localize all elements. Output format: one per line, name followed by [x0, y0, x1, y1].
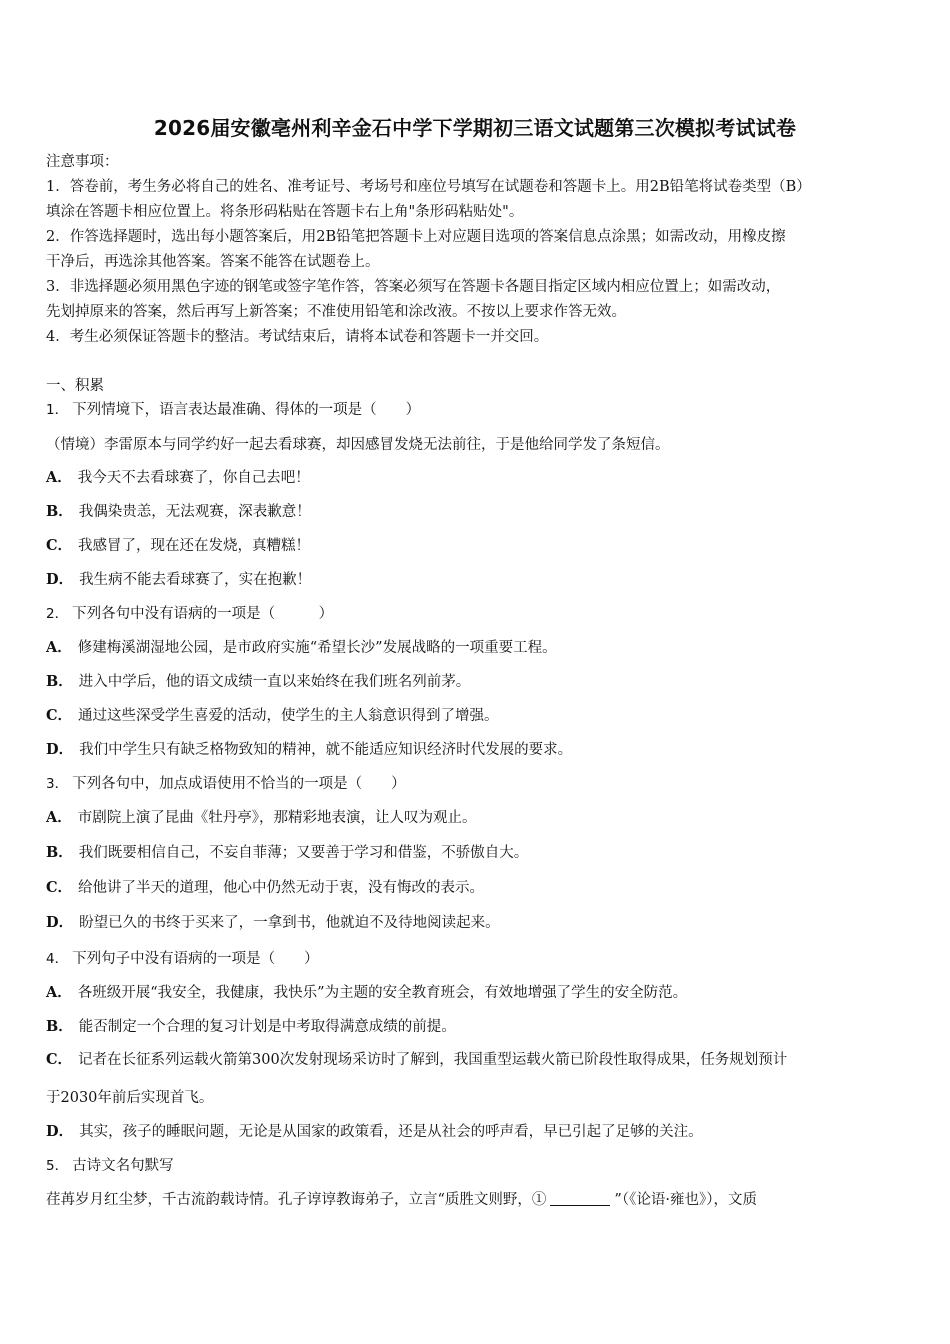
- question-5-stem: [46, 1156, 906, 1176]
- option-text: 各班级开展“我安全，我健康，我快乐”为主题的安全教育班会，有效地增强了学生的安全防范。: [77, 985, 688, 1001]
- option-d: [46, 740, 906, 760]
- option-text: 我们既要相信自己，不妄自菲薄；又要善于学习和借鉴，不骄傲自大。: [78, 845, 529, 861]
- notice-line: 4．考生必须保证答题卡的整洁。考试结束后，请将本试卷和答题卡一并交回。: [46, 329, 549, 345]
- option-text: 盼望已久的书终于买来了，一拿到书，他就迫不及待地阅读起来。: [79, 915, 500, 931]
- option-d: [46, 1122, 906, 1142]
- option-d: [46, 570, 906, 590]
- notice-line: 先划掉原来的答案，然后再写上新答案；不准使用铅笔和涂改液。不按以上要求作答无效。: [46, 304, 626, 320]
- notice-line: 2．作答选择题时，选出每小题答案后，用2B铅笔把答题卡上对应题目选项的答案信息点涂黑；如需改动，用橡皮擦: [46, 229, 786, 245]
- option-b: [46, 843, 906, 863]
- option-text: 我今天不去看球赛了，你自己去吧！: [77, 470, 310, 486]
- question-3-stem: [46, 774, 906, 794]
- question-text: 下列各句中，加点成语使用不恰当的一项是（ ）: [72, 776, 406, 792]
- option-text: 我们中学生只有缺乏格物致知的精神，就不能适应知识经济时代发展的要求。: [79, 742, 573, 758]
- fill-blank[interactable]: [550, 1191, 610, 1206]
- option-label: A．: [46, 469, 72, 486]
- notice-heading: 注意事项：: [46, 154, 119, 170]
- option-text: 我偶染贵恙，无法观赛，深表歉意！: [78, 504, 311, 520]
- question-5-passage: [46, 1190, 906, 1210]
- option-text: 进入中学后，他的语文成绩一直以来始终在我们班名列前茅。: [78, 674, 471, 690]
- option-label: D．: [46, 1123, 74, 1140]
- option-text: 我感冒了，现在还在发烧，真糟糕！: [78, 538, 311, 554]
- option-d: [46, 913, 906, 933]
- option-b: [46, 1017, 906, 1037]
- option-text: 记者在长征系列运载火箭第300次发射现场采访时了解到，我国重型运载火箭已阶段性取得成果，任务规划预计: [78, 1052, 788, 1068]
- option-c: [46, 878, 906, 898]
- question-text: 古诗文名句默写: [72, 1158, 174, 1174]
- option-text: 通过这些深受学生喜爱的活动，使学生的主人翁意识得到了增强。: [78, 708, 499, 724]
- option-label: D．: [46, 741, 74, 758]
- option-label: C．: [46, 707, 73, 724]
- question-2-stem: [46, 604, 906, 624]
- option-label: D．: [46, 571, 74, 588]
- option-text: 修建梅溪湖湿地公园，是市政府实施“希望长沙”发展战略的一项重要工程。: [77, 640, 557, 656]
- question-1-stem: [46, 400, 906, 420]
- question-4-stem: [46, 949, 906, 969]
- option-text: 给他讲了半天的道理，他心中仍然无动于衷，没有悔改的表示。: [78, 880, 485, 896]
- option-text: 我生病不能去看球赛了，实在抱歉！: [79, 572, 312, 588]
- question-text: 下列各句中没有语病的一项是（ ）: [72, 606, 334, 622]
- option-text: 其实，孩子的睡眠问题，无论是从国家的政策看，还是从社会的呼声看，早已引起了足够的关注。: [79, 1124, 703, 1140]
- option-label: C．: [46, 879, 73, 896]
- option-text: 市剧院上演了昆曲《牡丹亭》，那精彩地表演，让人叹为观止。: [77, 810, 477, 826]
- option-c: [46, 706, 906, 726]
- option-label: B．: [46, 673, 73, 690]
- option-b: [46, 502, 906, 522]
- option-b: [46, 672, 906, 692]
- option-text: 于2030年前后实现首飞。: [46, 1090, 214, 1106]
- section-heading: 一、积累: [46, 378, 104, 394]
- option-c: [46, 1050, 906, 1070]
- question-text: 下列情境下，语言表达最准确、得体的一项是（ ）: [72, 402, 421, 418]
- option-a: [46, 638, 906, 658]
- option-label: A．: [46, 809, 72, 826]
- option-label: B．: [46, 844, 73, 861]
- option-label: C．: [46, 537, 73, 554]
- question-number: 1．: [46, 402, 69, 418]
- option-c-continued: [46, 1088, 906, 1108]
- option-c: [46, 536, 906, 556]
- question-number: 3．: [46, 776, 69, 792]
- page-title: 2026届安徽亳州利辛金石中学下学期初三语文试题第三次模拟考试试卷: [153, 116, 797, 140]
- notice-line: 干净后，再选涂其他答案。答案不能答在试题卷上。: [46, 254, 380, 270]
- option-label: C．: [46, 1051, 73, 1068]
- option-label: D．: [46, 914, 74, 931]
- option-label: A．: [46, 639, 72, 656]
- question-number: 5．: [46, 1158, 69, 1174]
- question-1-context: （情境）李雷原本与同学约好一起去看球赛，却因感冒发烧无法前往，于是他给同学发了条短信。: [46, 437, 670, 453]
- question-number: 2．: [46, 606, 69, 622]
- option-label: B．: [46, 1018, 73, 1035]
- question-number: 4．: [46, 951, 69, 967]
- notice-line: 3．非选择题必须用黑色字迹的钢笔或签字笔作答，答案必须写在答题卡各题目指定区域内相应位置上；如需改动，: [46, 279, 781, 295]
- question-text: 下列句子中没有语病的一项是（ ）: [72, 951, 319, 967]
- option-a: [46, 468, 906, 488]
- passage-text: 荏苒岁月红尘梦，千古流韵载诗情。孔子谆谆教诲弟子，立言“质胜文则野，①: [46, 1192, 547, 1208]
- option-label: A．: [46, 984, 72, 1001]
- notice-line: 1．答卷前，考生务必将自己的姓名、准考证号、考场号和座位号填写在试题卷和答题卡上。用2B铅笔将试卷类型（B）: [46, 179, 811, 195]
- option-a: [46, 983, 906, 1003]
- passage-text: ”（《论语·雍也》），文质: [614, 1192, 757, 1208]
- notice-line: 填涂在答题卡相应位置上。将条形码粘贴在答题卡右上角"条形码粘贴处"。: [46, 204, 524, 220]
- option-a: [46, 808, 906, 828]
- option-text: 能否制定一个合理的复习计划是中考取得满意成绩的前提。: [78, 1019, 456, 1035]
- option-label: B．: [46, 503, 73, 520]
